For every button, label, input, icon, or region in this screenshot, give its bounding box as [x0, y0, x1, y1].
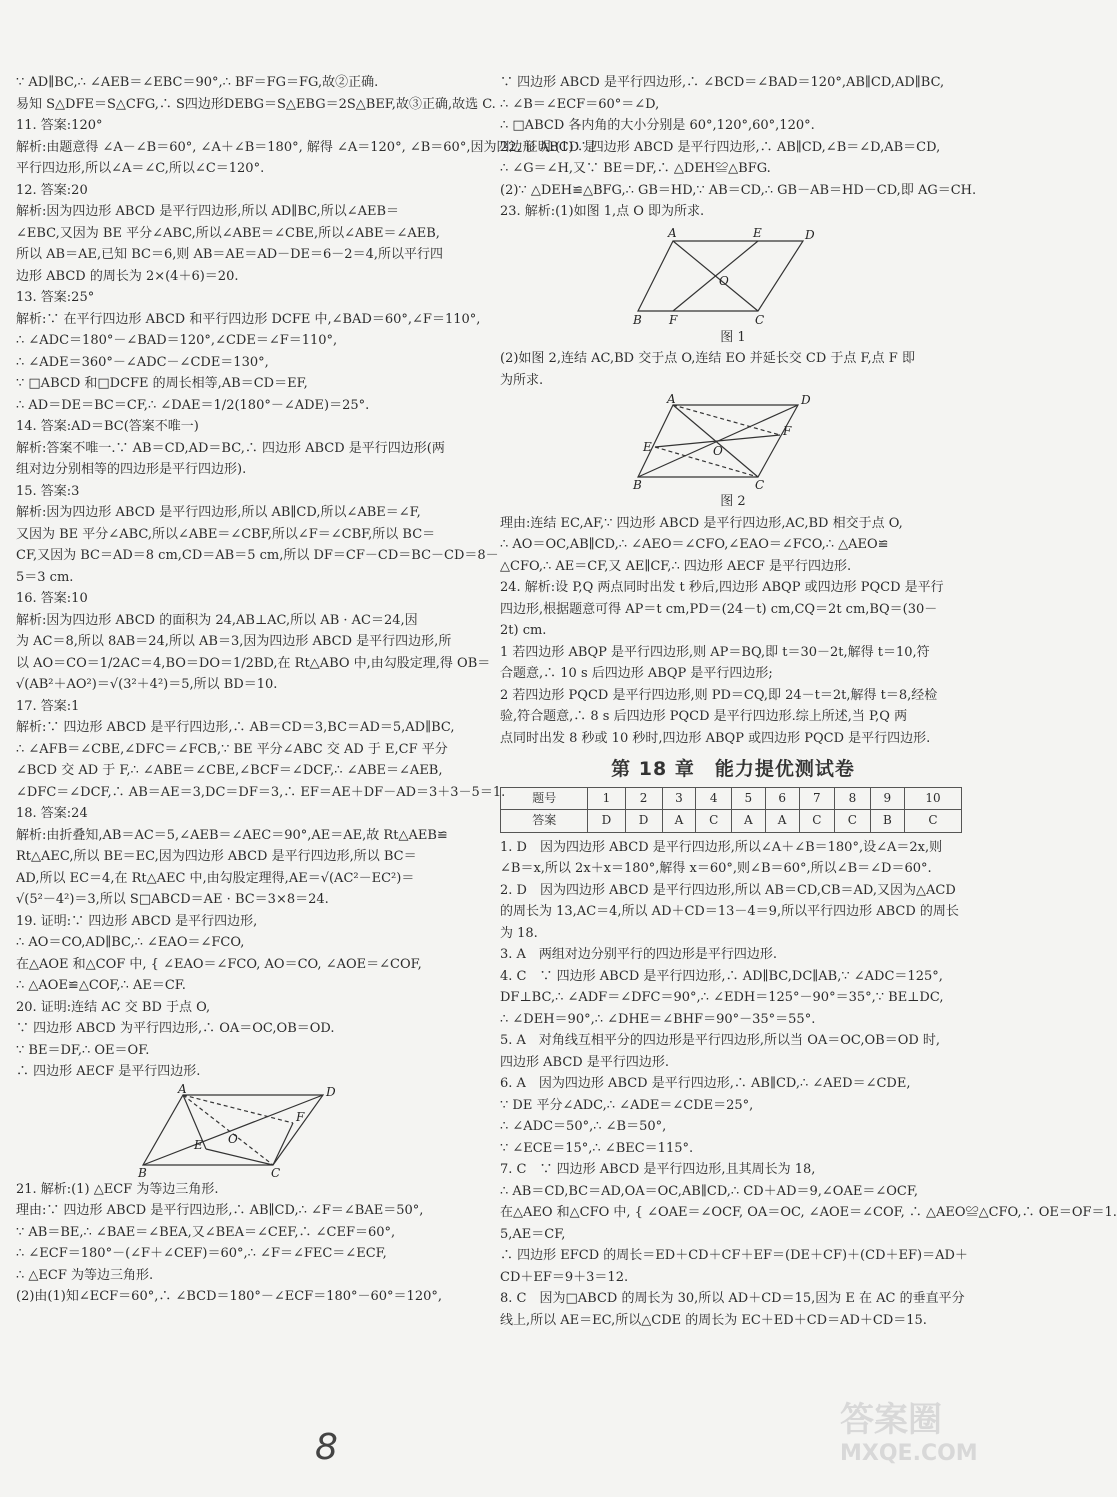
- fig1-label-o: O: [719, 273, 729, 288]
- right-text-line: ∵ 四边形 ABCD 是平行四边形,∴ ∠BCD＝∠BAD＝120°,AB∥CD,AD∥BC,: [500, 75, 945, 90]
- answer-cell: C: [905, 810, 962, 833]
- question-number-cell: 8: [835, 787, 871, 810]
- left-text-line: 易知 S△DFE＝S△CFG,∴ S四边形DEBG＝S△EBG＝2S△BEF,故③正确,故选 C.: [16, 96, 496, 112]
- right-text-line: 四边形,根据题意可得 AP＝t cm,PD＝(24－t) cm,CQ＝2t cm,BQ＝(30－: [500, 601, 938, 617]
- left-text-line: 边形 ABCD 的周长为 2×(4＋6)＝20.: [16, 268, 239, 284]
- left-text-line: 又因为 BE 平分∠ABC,所以∠ABE＝∠CBF,所以∠F＝∠CBF,所以 BC＝: [16, 526, 436, 542]
- answer-explanation-line: 的周长为 13,AC＝4,所以 AD＋CD＝13－4＝9,所以平行四边形 ABCD 的周长: [500, 904, 959, 919]
- fig-label-d: D: [326, 1084, 336, 1099]
- question-number-cell: 10: [905, 787, 962, 810]
- left-text-line: 在△AOE 和△COF 中, { ∠EAO＝∠FCO, AO＝CO, ∠AOE＝∠COF,: [16, 956, 422, 972]
- right-text-block-mid: [500, 348, 966, 391]
- right-text-line: 验,符合题意,∴ 8 s 后四边形 PQCD 是平行四边形.综上所述,当 P,Q 两: [500, 709, 908, 724]
- fig2-label-a: A: [667, 392, 676, 406]
- left-text-line: ∴ AD＝DE＝BC＝CF,∴ ∠DAE＝1/2(180°－∠ADE)＝25°.: [16, 397, 370, 413]
- left-text-line: 18. 答案:24: [16, 806, 88, 821]
- left-text-line: ∴ △AOE≌△COF,∴ AE＝CF.: [16, 978, 186, 993]
- fig1-label-a: A: [668, 225, 677, 240]
- right-text-line: ∴ ∠G＝∠H,又∵ BE＝DF,∴ △DEH≌△BFG.: [500, 161, 771, 176]
- left-text-line: 解析:因为四边形 ABCD 的面积为 24,AB⊥AC,所以 AB · AC＝24,因: [16, 612, 418, 628]
- left-text-line: 为 AC＝8,所以 8AB＝24,所以 AB＝3,因为四边形 ABCD 是平行四边形,所: [16, 634, 452, 649]
- question-number-cell: 2: [625, 787, 662, 810]
- question-number-cell: 1: [588, 787, 625, 810]
- left-text-line: ∵ □ABCD 和□DCFE 的周长相等,AB＝CD＝EF,: [16, 376, 308, 391]
- right-text-line: 23. 解析:(1)如图 1,点 O 即为所求.: [500, 204, 705, 219]
- answer-table-row-answers: [501, 810, 962, 833]
- answer-explanation-line: 6. A 因为四边形 ABCD 是平行四边形,∴ AB∥CD,∴ ∠AED＝∠CDE,: [500, 1076, 911, 1091]
- right-text-line: (2)∵ △DEH≌△BFG,∴ GB＝HD,∵ AB＝CD,∴ GB－AB＝HD－CD,即 AG＝CH.: [500, 182, 977, 198]
- answer-cell: D: [625, 810, 662, 833]
- right-text-line: 2 若四边形 PQCD 是平行四边形,则 PD＝CQ,即 24－t＝2t,解得 t＝8,经检: [500, 687, 938, 703]
- left-text-line: 21. 解析:(1) △ECF 为等边三角形.: [16, 1181, 219, 1197]
- right-text-line: 2t) cm.: [500, 623, 547, 638]
- answer-explanation-line: 5,AE＝CF,: [500, 1226, 566, 1242]
- left-text-line: 13. 答案:25°: [16, 290, 95, 305]
- answer-cell: A: [765, 810, 799, 833]
- left-text-line: 解析:∵ 在平行四边形 ABCD 和平行四边形 DCFE 中,∠BAD＝60°,∠F＝110°,: [16, 311, 481, 327]
- answer-explanation-line: ∴ 四边形 EFCD 的周长＝ED＋CD＋CF＋EF＝(DE＋CF)＋(CD＋EF)＝AD＋: [500, 1248, 968, 1263]
- right-text-block-bottom: [500, 513, 966, 750]
- figure-20-parallelogram: [138, 1081, 358, 1180]
- right-text-line: 1 若四边形 ABQP 是平行四边形,则 AP＝BQ,即 t＝30－2t,解得 t＝10,符: [500, 644, 930, 660]
- answer-explanation-line: 2. D 因为四边形 ABCD 是平行四边形,所以 AB＝CD,CB＝AD,又因为△ACD: [500, 882, 956, 898]
- left-text-line: 解析:由题意得 ∠A－∠B＝60°, ∠A＋∠B＝180°, 解得 ∠A＝120°, ∠B＝60°,因为四边形 ABCD 是: [16, 139, 597, 155]
- fig1-label-f: F: [669, 312, 678, 327]
- fig-label-f: F: [296, 1109, 305, 1124]
- answer-explanation-line: 1. D 因为四边形 ABCD 是平行四边形,所以∠A＋∠B＝180°,设∠A＝2x,则: [500, 839, 943, 855]
- answer-explanation-line: 为 18.: [500, 925, 538, 941]
- answer-cell: D: [588, 810, 625, 833]
- figure-2-caption: 图 2: [720, 494, 746, 509]
- left-text-line: 解析:因为四边形 ABCD 是平行四边形,所以 AD∥BC,所以∠AEB＝: [16, 204, 400, 219]
- left-text-line: 20. 证明:连结 AC 交 BD 于点 O,: [16, 999, 211, 1015]
- answer-cell: C: [799, 810, 835, 833]
- answer-cell: A: [662, 810, 696, 833]
- left-text-block-2: [16, 1179, 480, 1308]
- fig2-label-f: F: [783, 424, 792, 438]
- question-number-cell: 4: [696, 787, 732, 810]
- answer-explanation-line: 在△AEO 和△CFO 中, { ∠OAE＝∠OCF, OA＝OC, ∠AOE＝∠COF, ∴ △AEO≌△CFO,∴ OE＝OF＝1.: [500, 1205, 1117, 1220]
- fig2-label-o: O: [713, 444, 723, 458]
- fig2-label-e: E: [643, 440, 652, 454]
- left-text-line: ∠BCD 交 AD 于 F,∴ ∠ABE＝∠CBE,∠BCF＝∠DCF,∴ ∠ABE＝∠AEB,: [16, 763, 443, 778]
- answer-explanation-line: ∴ ∠DEH＝90°,∴ ∠DHE＝∠BHF＝90°－35°＝55°.: [500, 1011, 816, 1027]
- question-number-cell: 6: [765, 787, 799, 810]
- left-text-line: 以 AO＝CO＝1/2AC＝4,BO＝DO＝1/2BD,在 Rt△ABO 中,由勾股定理,得 OB＝: [16, 655, 491, 671]
- left-text-line: ∴ ∠AFB＝∠CBE,∠DFC＝∠FCB,∵ BE 平分∠ABC 交 AD 于 E,CF 平分: [16, 741, 448, 757]
- table-header-cell: 题号: [501, 787, 588, 810]
- fig1-label-d: D: [805, 227, 815, 242]
- right-text-line: 合题意,∴ 10 s 后四边形 ABQP 是平行四边形;: [500, 666, 773, 681]
- left-text-line: ∴ △ECF 为等边三角形.: [16, 1267, 154, 1283]
- left-text-line: 平行四边形,所以∠A＝∠C,所以∠C＝120°.: [16, 161, 265, 176]
- left-text-line: ∵ 四边形 ABCD 为平行四边形,∴ OA＝OC,OB＝OD.: [16, 1021, 335, 1036]
- fig-label-o: O: [228, 1131, 238, 1146]
- answer-explanation-line: ∵ DE 平分∠ADC,∴ ∠ADE＝∠CDE＝25°,: [500, 1097, 754, 1113]
- left-text-line: 14. 答案:AD＝BC(答案不唯一): [16, 419, 199, 434]
- left-text-line: ∵ AD∥BC,∴ ∠AEB＝∠EBC＝90°,∴ BF＝FG＝FG,故②正确.: [16, 75, 379, 90]
- left-text-line: CF,又因为 BC＝AD＝8 cm,CD＝AB＝5 cm,所以 DF＝CF－CD＝BC－CD＝8－: [16, 548, 499, 563]
- left-text-line: ∠EBC,又因为 BE 平分∠ABC,所以∠ABE＝∠CBE,所以∠ABE＝∠AEB,: [16, 225, 440, 241]
- right-text-block-top: [500, 72, 977, 223]
- right-text-line: 24. 解析:设 P,Q 两点同时出发 t 秒后,四边形 ABQP 或四边形 PQCD 是平行: [500, 580, 944, 595]
- fig-label-a: A: [178, 1081, 187, 1096]
- left-text-line: √(AB²＋AO²)＝√(3²＋4²)＝5,所以 BD＝10.: [16, 677, 278, 692]
- chapter-title: 第 18 章 能力提优测试卷: [611, 758, 855, 780]
- right-text-line: ∴ ∠B＝∠ECF＝60°＝∠D,: [500, 96, 660, 112]
- figure-1-caption: 图 1: [720, 329, 746, 345]
- table-header-cell: 答案: [501, 810, 588, 833]
- right-text-line: 理由:连结 EC,AF,∵ 四边形 ABCD 是平行四边形,AC,BD 相交于点 O,: [500, 515, 903, 531]
- left-text-line: 5＝3 cm.: [16, 569, 74, 585]
- question-number-cell: 9: [870, 787, 904, 810]
- left-text-line: 17. 答案:1: [16, 698, 80, 714]
- answer-explanation-line: ∠B＝x,所以 2x＋x＝180°,解得 x＝60°,则∠B＝60°,所以∠B＝∠D＝60°.: [500, 861, 932, 876]
- left-text-line: 解析:由折叠知,AB＝AC＝5,∠AEB＝∠AEC＝90°,AE＝AE,故 Rt△AEB≌: [16, 827, 448, 843]
- fig2-label-b: B: [633, 478, 642, 492]
- right-text-block-answers: [500, 837, 1117, 1332]
- left-text-line: 理由:∵ 四边形 ABCD 是平行四边形,∴ AB∥CD,∴ ∠F＝∠BAE＝50°,: [16, 1203, 424, 1218]
- question-number-cell: 7: [799, 787, 835, 810]
- right-text-line: 点同时出发 8 秒或 10 秒时,四边形 ABQP 或四边形 PQCD 是平行四边形.: [500, 730, 931, 746]
- answer-cell: C: [696, 810, 732, 833]
- page-number: 8: [315, 1427, 338, 1468]
- answer-explanation-line: CD＋EF＝9＋3＝12.: [500, 1269, 629, 1285]
- answer-explanation-line: DF⊥BC,∴ ∠ADF＝∠DFC＝90°,∴ ∠EDH＝125°－90°＝35°,∵ BE⊥DC,: [500, 990, 944, 1005]
- fig1-label-c: C: [755, 312, 765, 327]
- left-text-line: ∴ AO＝CO,AD∥BC,∴ ∠EAO＝∠FCO,: [16, 935, 245, 950]
- fig2-label-d: D: [801, 393, 811, 407]
- fig-label-c: C: [271, 1165, 281, 1180]
- answer-cell: A: [731, 810, 765, 833]
- watermark-top-text: 答案圈: [840, 1400, 942, 1440]
- left-text-line: 16. 答案:10: [16, 591, 88, 606]
- fig1-label-b: B: [633, 312, 642, 327]
- right-text-line: 22. 证明:(1)∵ 四边形 ABCD 是平行四边形,∴ AB∥CD,∠B＝∠D,AB＝CD,: [500, 139, 941, 155]
- answer-explanation-line: 线上,所以 AE＝EC,所以△CDE 的周长为 EC＋ED＋CD＝AD＋CD＝15.: [500, 1312, 927, 1328]
- watermark-bottom-text: MXQE.COM: [840, 1441, 978, 1466]
- answer-cell: C: [835, 810, 871, 833]
- answer-explanation-line: 7. C ∵ 四边形 ABCD 是平行四边形,且其周长为 18,: [500, 1162, 816, 1177]
- figure-1-parallelogram: [633, 227, 833, 327]
- fig2-label-c: C: [755, 478, 765, 492]
- right-text-line: 为所求.: [500, 372, 544, 388]
- left-text-line: 解析:因为四边形 ABCD 是平行四边形,所以 AB∥CD,所以∠ABE＝∠F,: [16, 505, 421, 520]
- fig-label-e: E: [194, 1137, 203, 1152]
- question-number-cell: 3: [662, 787, 696, 810]
- right-text-line: (2)如图 2,连结 AC,BD 交于点 O,连结 EO 并延长交 CD 于点 F,点 F 即: [500, 351, 915, 366]
- left-text-line: 解析:答案不唯一.∵ AB＝CD,AD＝BC,∴ 四边形 ABCD 是平行四边形(两: [16, 440, 445, 456]
- figure-2-parallelogram: [633, 392, 833, 492]
- answer-explanation-line: ∴ ∠ADC＝50°,∴ ∠B＝50°,: [500, 1119, 667, 1134]
- left-text-line: AD,所以 EC＝4,在 Rt△AEC 中,由勾股定理得,AE＝√(AC²－EC²)＝: [16, 870, 415, 886]
- left-text-line: 19. 证明:∵ 四边形 ABCD 是平行四边形,: [16, 913, 258, 929]
- right-column: [500, 72, 1117, 1331]
- left-text-line: ∴ 四边形 AECF 是平行四边形.: [16, 1064, 201, 1079]
- answer-table-row-numbers: [501, 787, 962, 810]
- answer-explanation-line: ∴ AB＝CD,BC＝AD,OA＝OC,AB∥CD,∴ CD＋AD＝9,∠OAE＝∠OCF,: [500, 1183, 918, 1199]
- left-text-line: 15. 答案:3: [16, 483, 80, 499]
- answer-explanation-line: 四边形 ABCD 是平行四边形.: [500, 1054, 669, 1070]
- answer-table: [500, 787, 962, 833]
- answer-cell: B: [870, 810, 904, 833]
- right-text-line: ∴ □ABCD 各内角的大小分别是 60°,120°,60°,120°.: [500, 118, 815, 133]
- right-text-line: ∴ AO＝OC,AB∥CD,∴ ∠AEO＝∠CFO,∠EAO＝∠FCO,∴ △AEO≌: [500, 537, 889, 552]
- left-text-line: ∵ BE＝DF,∴ OE＝OF.: [16, 1042, 150, 1058]
- answer-explanation-line: ∵ ∠ECE＝15°,∴ ∠BEC＝115°.: [500, 1140, 694, 1156]
- left-text-line: ∵ AB＝BE,∴ ∠BAE＝∠BEA,又∠BEA＝∠CEF,∴ ∠CEF＝60°,: [16, 1224, 396, 1240]
- fig-label-b: B: [138, 1165, 147, 1180]
- left-text-line: (2)由(1)知∠ECF＝60°,∴ ∠BCD＝180°－∠ECF＝180°－60°＝120°,: [16, 1289, 443, 1304]
- left-text-line: 组对边分别相等的四边形是平行四边形).: [16, 462, 247, 477]
- left-text-line: 所以 AB＝AE,已知 BC＝6,则 AB＝AE＝AD－DE＝6－2＝4,所以平行四: [16, 247, 443, 262]
- left-text-line: 解析:∵ 四边形 ABCD 是平行四边形,∴ AB＝CD＝3,BC＝AD＝5,AD∥BC,: [16, 720, 455, 735]
- answer-explanation-line: 5. A 对角线互相平分的四边形是平行四边形,所以当 OA＝OC,OB＝OD 时,: [500, 1033, 941, 1048]
- watermark-logo: [840, 1400, 990, 1490]
- left-text-line: ∴ ∠ADC＝180°－∠BAD＝120°,∠CDE＝∠F＝110°,: [16, 333, 338, 348]
- answer-explanation-line: 3. A 两组对边分别平行的四边形是平行四边形.: [500, 947, 778, 962]
- left-text-line: ∠DFC＝∠DCF,∴ AB＝AE＝3,DC＝DF＝3,∴ EF＝AE＋DF－AD＝3＋3－5＝1.: [16, 784, 506, 800]
- left-text-line: Rt△AEC,所以 BE＝EC,因为四边形 ABCD 是平行四边形,所以 BC＝: [16, 849, 417, 864]
- left-text-line: 12. 答案:20: [16, 182, 88, 198]
- question-number-cell: 5: [731, 787, 765, 810]
- right-text-line: △CFO,∴ AE＝CF,又 AE∥CF,∴ 四边形 AECF 是平行四边形.: [500, 558, 852, 574]
- answer-explanation-line: 4. C ∵ 四边形 ABCD 是平行四边形,∴ AD∥BC,DC∥AB,∵ ∠ADC＝125°,: [500, 968, 943, 984]
- left-text-line: √(5²－4²)＝3,所以 S□ABCD＝AE · BC＝3×8＝24.: [16, 892, 329, 907]
- answer-explanation-line: 8. C 因为□ABCD 的周长为 30,所以 AD＋CD＝15,因为 E 在 AC 的垂直平分: [500, 1291, 965, 1306]
- left-text-line: ∴ ∠ADE＝360°－∠ADC－∠CDE＝130°,: [16, 354, 269, 370]
- left-text-line: 11. 答案:120°: [16, 118, 103, 133]
- left-text-line: ∴ ∠ECF＝180°－(∠F＋∠CEF)＝60°,∴ ∠F＝∠FEC＝∠ECF,: [16, 1246, 387, 1261]
- fig1-label-e: E: [753, 225, 762, 240]
